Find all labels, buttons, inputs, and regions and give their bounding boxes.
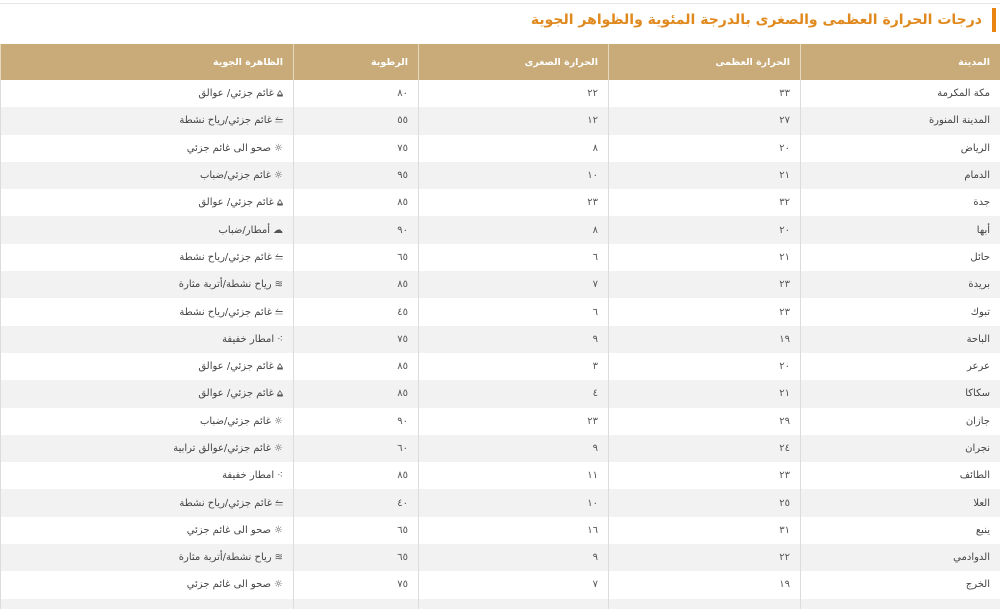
- phenomenon-cell: [1, 380, 294, 407]
- table-row: [1, 135, 1000, 162]
- city-cell: الطائف: [801, 462, 1000, 489]
- dust-haze-icon: ⩠: [276, 197, 283, 209]
- humidity-cell: ٨٥: [294, 353, 419, 380]
- table-row: [1, 517, 1000, 544]
- min-temp-cell: ٧: [419, 271, 609, 298]
- table-row: [1, 462, 1000, 489]
- city-cell: الدمام: [801, 162, 1000, 189]
- max-temp-cell: ٢١: [609, 162, 801, 189]
- max-temp-cell: ٢٠: [609, 135, 801, 162]
- dust-haze-icon: ⩠: [276, 388, 283, 400]
- min-temp-cell: ٩: [419, 326, 609, 353]
- empty-cell: [801, 599, 1000, 609]
- dust-wind-icon: ≋: [274, 552, 283, 564]
- max-temp-cell: ٣٢: [609, 189, 801, 216]
- phenomenon-cell: [1, 216, 294, 243]
- table-row-partial: [1, 599, 1000, 609]
- phenomenon-text: غائم جزئي/ضباب: [199, 415, 272, 427]
- min-temp-cell: ١٠: [419, 162, 609, 189]
- max-temp-cell: ٢٣: [609, 298, 801, 325]
- max-temp-cell: ٢٩: [609, 408, 801, 435]
- table-row: [1, 216, 1000, 243]
- rain-cloud-icon: ☁: [273, 224, 283, 236]
- dust-wind-icon: ≋: [274, 279, 283, 291]
- table-row: [1, 298, 1000, 325]
- max-temp-cell: ١٩: [609, 326, 801, 353]
- min-temp-cell: ٢٣: [419, 189, 609, 216]
- humidity-cell: ٤٥: [294, 298, 419, 325]
- header-city: المدينة: [801, 44, 1000, 80]
- phenomenon-text: صحو الى غائم جزئي: [186, 524, 272, 536]
- city-cell: الرياض: [801, 135, 1000, 162]
- sun-cloud-icon: ☼: [274, 524, 283, 536]
- table-row: [1, 189, 1000, 216]
- page-title: درجات الحرارة العظمى والصغرى بالدرجة المئوية والظواهر الجوية: [530, 12, 982, 28]
- min-temp-cell: ١٢: [419, 107, 609, 134]
- min-temp-cell: ٨: [419, 135, 609, 162]
- dust-haze-icon: ⩠: [276, 361, 283, 373]
- table-row: [1, 162, 1000, 189]
- header-min-temp: الحرارة الصغرى: [419, 44, 609, 80]
- city-cell: جدة: [801, 189, 1000, 216]
- phenomenon-text: غائم جزئي/ضباب: [199, 170, 272, 182]
- table-row: [1, 244, 1000, 271]
- phenomenon-cell: [1, 462, 294, 489]
- phenomenon-cell: [1, 162, 294, 189]
- max-temp-cell: ٢٤: [609, 435, 801, 462]
- min-temp-cell: ١٦: [419, 517, 609, 544]
- city-cell: الدوادمي: [801, 544, 1000, 571]
- city-cell: نجران: [801, 435, 1000, 462]
- min-temp-cell: ٢٢: [419, 80, 609, 107]
- humidity-cell: ٩٥: [294, 162, 419, 189]
- phenomenon-cell: [1, 489, 294, 516]
- min-temp-cell: ٨: [419, 216, 609, 243]
- phenomenon-cell: [1, 408, 294, 435]
- weather-table: [0, 44, 1000, 609]
- phenomenon-text: غائم جزئي/رياح نشطة: [179, 251, 272, 263]
- phenomenon-text: غائم جزئي/ عوالق: [198, 361, 274, 373]
- humidity-cell: ٦٥: [294, 517, 419, 544]
- city-cell: ينبع: [801, 517, 1000, 544]
- phenomenon-cell: [1, 571, 294, 598]
- empty-cell: [419, 599, 609, 609]
- min-temp-cell: ٦: [419, 244, 609, 271]
- humidity-cell: ٩٠: [294, 216, 419, 243]
- empty-cell: [1, 599, 294, 609]
- max-temp-cell: ٢٣: [609, 271, 801, 298]
- humidity-cell: ٦٠: [294, 435, 419, 462]
- city-cell: الخرج: [801, 571, 1000, 598]
- phenomenon-text: صحو الى غائم جزئي: [186, 142, 272, 154]
- phenomenon-cell: [1, 135, 294, 162]
- phenomenon-cell: [1, 326, 294, 353]
- title-accent-bar: [992, 8, 996, 32]
- city-cell: سكاكا: [801, 380, 1000, 407]
- phenomenon-text: غائم جزئي/ عوالق: [198, 388, 274, 400]
- header-humidity: الرطوبة: [294, 44, 419, 80]
- phenomenon-text: غائم جزئي/رياح نشطة: [179, 497, 272, 509]
- max-temp-cell: ٢٥: [609, 489, 801, 516]
- city-cell: حائل: [801, 244, 1000, 271]
- min-temp-cell: ١١: [419, 462, 609, 489]
- humidity-cell: ٨٠: [294, 80, 419, 107]
- phenomenon-cell: [1, 271, 294, 298]
- table-row: [1, 80, 1000, 107]
- max-temp-cell: ٢٢: [609, 544, 801, 571]
- empty-cell: [294, 599, 419, 609]
- phenomenon-text: غائم جزئي/عوالق ترابية: [173, 443, 272, 454]
- header-max-temp: الحرارة العظمى: [609, 44, 801, 80]
- phenomenon-cell: [1, 353, 294, 380]
- table-row: [1, 353, 1000, 380]
- phenomenon-cell: [1, 80, 294, 107]
- table-row: [1, 571, 1000, 598]
- min-temp-cell: ٩: [419, 435, 609, 462]
- wind-icon: ⥪: [275, 115, 283, 127]
- dust-haze-icon: ⩠: [276, 88, 283, 100]
- table-row: [1, 326, 1000, 353]
- phenomenon-text: صحو الى غائم جزئي: [186, 579, 272, 591]
- min-temp-cell: ٣: [419, 353, 609, 380]
- wind-icon: ⥪: [275, 497, 283, 509]
- sun-fog-icon: ☼: [274, 415, 283, 427]
- phenomenon-cell: [1, 435, 294, 462]
- min-temp-cell: ٦: [419, 298, 609, 325]
- max-temp-cell: ٣٣: [609, 80, 801, 107]
- table-row: [1, 408, 1000, 435]
- phenomenon-cell: [1, 517, 294, 544]
- city-cell: المدينة المنورة: [801, 107, 1000, 134]
- city-cell: تبوك: [801, 298, 1000, 325]
- table-row: [1, 107, 1000, 134]
- phenomenon-text: أمطار/ضباب: [218, 224, 270, 236]
- city-cell: العلا: [801, 489, 1000, 516]
- min-temp-cell: ٩: [419, 544, 609, 571]
- phenomenon-cell: [1, 244, 294, 271]
- phenomenon-text: غائم جزئي/رياح نشطة: [179, 306, 272, 318]
- city-cell: مكة المكرمة: [801, 80, 1000, 107]
- sun-cloud-icon: ☼: [274, 579, 283, 591]
- phenomenon-text: رياح نشطة/أتربة مثارة: [178, 552, 272, 564]
- table-row: [1, 271, 1000, 298]
- phenomenon-cell: [1, 544, 294, 571]
- light-rain-icon: ⁖: [277, 470, 283, 482]
- city-cell: بريدة: [801, 271, 1000, 298]
- sun-fog-icon: ☼: [274, 170, 283, 182]
- city-cell: عرعر: [801, 353, 1000, 380]
- humidity-cell: ٧٥: [294, 571, 419, 598]
- humidity-cell: ٧٥: [294, 135, 419, 162]
- top-divider: [0, 3, 1000, 4]
- sun-cloud-icon: ☼: [274, 142, 283, 154]
- phenomenon-text: غائم جزئي/ عوالق: [198, 197, 274, 209]
- humidity-cell: ٨٥: [294, 380, 419, 407]
- wind-icon: ⥪: [275, 306, 283, 318]
- header-phenomenon: الظاهرة الجوية: [1, 44, 294, 80]
- city-cell: أبها: [801, 216, 1000, 243]
- phenomenon-text: امطار خفيفة: [222, 470, 275, 482]
- max-temp-cell: ١٩: [609, 571, 801, 598]
- min-temp-cell: ٢٣: [419, 408, 609, 435]
- table-header-row: [1, 44, 1000, 80]
- max-temp-cell: ٢١: [609, 244, 801, 271]
- humidity-cell: ٤٠: [294, 489, 419, 516]
- max-temp-cell: ٢٠: [609, 216, 801, 243]
- city-cell: جازان: [801, 408, 1000, 435]
- phenomenon-text: غائم جزئي/ عوالق: [198, 88, 274, 100]
- humidity-cell: ٨٥: [294, 462, 419, 489]
- humidity-cell: ٥٥: [294, 107, 419, 134]
- humidity-cell: ٦٥: [294, 544, 419, 571]
- sun-dust-icon: ☼: [274, 443, 283, 454]
- city-cell: الباحة: [801, 326, 1000, 353]
- max-temp-cell: ٢١: [609, 380, 801, 407]
- table-row: [1, 489, 1000, 516]
- humidity-cell: ٧٥: [294, 326, 419, 353]
- section-header: [531, 8, 1000, 32]
- min-temp-cell: ٧: [419, 571, 609, 598]
- table-row: [1, 380, 1000, 407]
- max-temp-cell: ٣١: [609, 517, 801, 544]
- max-temp-cell: ٢٠: [609, 353, 801, 380]
- humidity-cell: ٨٥: [294, 189, 419, 216]
- min-temp-cell: ١٠: [419, 489, 609, 516]
- humidity-cell: ٦٥: [294, 244, 419, 271]
- humidity-cell: ٩٠: [294, 408, 419, 435]
- wind-icon: ⥪: [275, 251, 283, 263]
- light-rain-icon: ⁖: [277, 333, 283, 345]
- humidity-cell: ٨٥: [294, 271, 419, 298]
- max-temp-cell: ٢٧: [609, 107, 801, 134]
- min-temp-cell: ٤: [419, 380, 609, 407]
- phenomenon-text: امطار خفيفة: [222, 333, 275, 345]
- phenomenon-text: غائم جزئي/رياح نشطة: [179, 115, 272, 127]
- empty-cell: [609, 599, 801, 609]
- phenomenon-text: رياح نشطة/أتربة مثارة: [178, 279, 272, 291]
- table-row: [1, 435, 1000, 462]
- phenomenon-cell: [1, 298, 294, 325]
- max-temp-cell: ٢٣: [609, 462, 801, 489]
- phenomenon-cell: [1, 189, 294, 216]
- table-row: [1, 544, 1000, 571]
- phenomenon-cell: [1, 107, 294, 134]
